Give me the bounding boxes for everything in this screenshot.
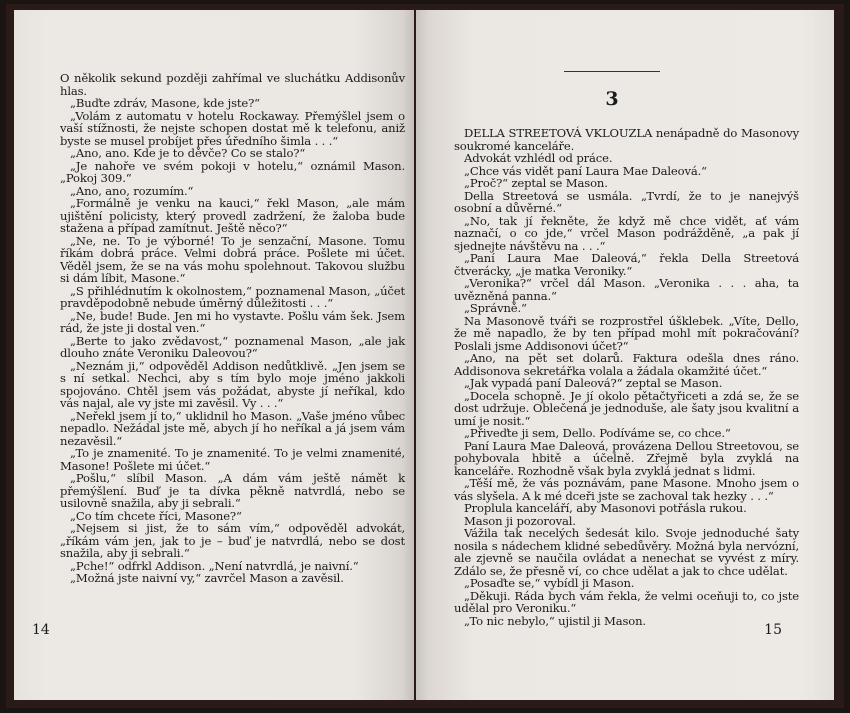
page-number: 15	[764, 622, 782, 638]
paragraph: „Neznám ji,“ odpověděl Addison nedůtklivě. „Jen jsem se s ní setkal. Nechci, aby s tím bylo moje jméno jakkoli spojováno. Chtěl jsem vás požádat, abyste jí neříkal, kdo vás najal, ale vy jste mi zavěsil. Vy . . .“	[60, 358, 405, 410]
paragraph: „To je znamenité. To je znamenité. To je velmi znamenité, Masone! Pošlete mi účet.“	[60, 446, 405, 473]
paragraph: „Ne, ne. To je výborné! To je senzační, Masone. Tomu říkám dobrá práce. Velmi dobrá práce. Pošlete mi účet. Věděl jsem, že se na vás mohu spolehnout. Takovou službu si dám líbit, Masone.“	[60, 233, 405, 285]
paragraph: Della Streetová se usmála. „Tvrdí, že to je nanejvýš osobní a důvěrné.“	[454, 188, 799, 215]
paragraph: „S přihlédnutím k okolnostem,“ poznamenal Mason, „účet pravděpodobně nebude úměrný důležitosti . . .“	[60, 283, 405, 310]
paragraph: „Děkuji. Ráda bych vám řekla, že velmi oceňuji to, co jste udělal pro Veroniku.“	[454, 588, 799, 615]
paragraph: „Je nahoře ve svém pokoji v hotelu,“ oznámil Mason. „Pokoj 309.“	[60, 158, 405, 185]
right-page	[416, 10, 834, 700]
paragraph: „Neřekl jsem jí to,“ uklidnil ho Mason. „Vaše jméno vůbec nepadlo. Nežádal jste mě, abych jí ho neříkal a já jsem vám nezavěsil.“	[60, 408, 405, 448]
paragraph: „Správně.“	[464, 301, 527, 315]
paragraph: „Pche!“ odfrkl Addison. „Není natvrdlá, je naivní.“	[70, 558, 359, 573]
paragraph: „Pošlu,“ slíbil Mason. „A dám vám ještě námět k přemýšlení. Buď je ta dívka pěkně natvrdlá, nebo se usilovně snažila, aby ji sebrali.“	[60, 471, 405, 510]
paragraph: „No, tak jí řekněte, že když mě chce vidět, ať vám naznačí, o co jde,“ vrčel Mason podrážděně, „a pak jí sjednejte návštěvu na . . .“	[454, 213, 799, 253]
paragraph: „Buďte zdráv, Masone, kde jste?“	[70, 96, 260, 110]
paragraph: Vážila tak necelých šedesát kilo. Svoje jednoduché šaty nosila s nádechem klidné sebedůvěry. Možná byla nervózní, ale zjevně se naučila ovládat a nenechat se vyvést z míry. Zdálo se, že přesně ví, co chce udělat a jak to chce udělat.	[454, 526, 799, 578]
paragraph: „Posaďte se,“ vybídl ji Mason.	[464, 576, 635, 590]
paragraph: O několik sekund později zahřímal ve sluchátku Addisonův hlas.	[60, 71, 405, 98]
paragraph: „Proč?“ zeptal se Mason.	[464, 176, 608, 190]
paragraph: „Co tím chcete říci, Masone?“	[70, 508, 242, 523]
paragraph: „To nic nebylo,“ ujistil ji Mason.	[464, 613, 646, 628]
left-page	[14, 10, 414, 700]
paragraph: Na Masonově tváři se rozprostřel úšklebek. „Víte, Dello, že mě napadlo, že by ten případ mohl mít pokračování? Poslali jsme Addisonovi účet?“	[454, 313, 799, 353]
paragraph: Proplula kanceláří, aby Masonovi potřásla rukou.	[464, 501, 747, 515]
paragraph: „Ne, bude! Bude. Jen mi ho vystavte. Pošlu vám šek. Jsem rád, že jste ji dostal ven.“	[60, 308, 405, 335]
chapter-rule	[564, 71, 660, 72]
paragraph: „Možná jste naivní vy,“ zavrčel Mason a zavěsil.	[70, 571, 344, 585]
left-page-text	[60, 72, 405, 585]
page-number: 14	[32, 622, 50, 638]
paragraph: „Paní Laura Mae Daleová,“ řekla Della Streetová čtverácky, „je matka Veroniky.“	[454, 251, 799, 278]
paragraph: „Formálně je venku na kauci,“ řekl Mason, „ale mám ujištění policisty, který provedl zadržení, že žaloba bude stažena a případ zamítnut. Ještě něco?“	[60, 196, 405, 235]
paragraph: „Nejsem si jist, že to sám vím,“ odpověděl advokát, „říkám vám jen, jak to je – buď je natvrdlá, nebo se dost snažila, aby ji sebrali.“	[60, 521, 405, 560]
paragraph: „Chce vás vidět paní Laura Mae Daleová.“	[464, 163, 707, 178]
paragraph: „Veronika?“ vrčel dál Mason. „Veronika . . . aha, ta uvězněná panna.“	[454, 276, 799, 303]
paragraph: Advokát vzhlédl od práce.	[464, 151, 613, 165]
open-book	[6, 4, 844, 708]
paragraph: „Jak vypadá paní Daleová?“ zeptal se Mason.	[464, 376, 723, 390]
paragraph: „Těší mě, že vás poznávám, pane Masone. Mnoho jsem o vás slyšela. A k mé dceři jste se zachoval tak hezky . . .“	[454, 476, 799, 503]
paragraph: DELLA STREETOVÁ VKLOUZLA nenápadně do Masonovy soukromé kanceláře.	[454, 126, 799, 153]
paragraph: „Ano, na pět set dolarů. Faktura odešla dnes ráno. Addisonova sekretářka volala a žádala okamžité účet.“	[454, 351, 799, 378]
right-page-text	[454, 127, 799, 627]
paragraph: Paní Laura Mae Daleová, provázena Dellou Streetovou, se pohybovala hbitě a účelně. Zřejmě byla zvyklá na kanceláře. Rozhodně však byla zvyklá jednat s lidmi.	[454, 438, 799, 478]
paragraph: „Ano, ano, rozumím.“	[70, 183, 194, 198]
paragraph: „Berte to jako zvědavost,“ poznamenal Mason, „ale jak dlouho znáte Veroniku Daleovou?“	[60, 333, 405, 360]
paragraph: „Ano, ano. Kde je to děvče? Co se stalo?“	[70, 146, 306, 160]
paragraph: Mason ji pozoroval.	[464, 513, 576, 528]
chapter-number: 3	[605, 88, 619, 110]
paragraph: „Docela schopně. Je jí okolo pětačtyřiceti a zdá se, že se dost udržuje. Oblečená je jednoduše, ale šaty jsou kvalitní a umí je nosit.“	[454, 388, 799, 428]
paragraph: „Volám z automatu v hotelu Rockaway. Přemýšlel jsem o vaší stížnosti, že nejste schopen dostat mě k telefonu, aniž byste se musel probíjet přes úředního šimla . . .“	[60, 108, 405, 148]
paragraph: „Přiveďte ji sem, Dello. Podíváme se, co chce.“	[464, 426, 731, 440]
